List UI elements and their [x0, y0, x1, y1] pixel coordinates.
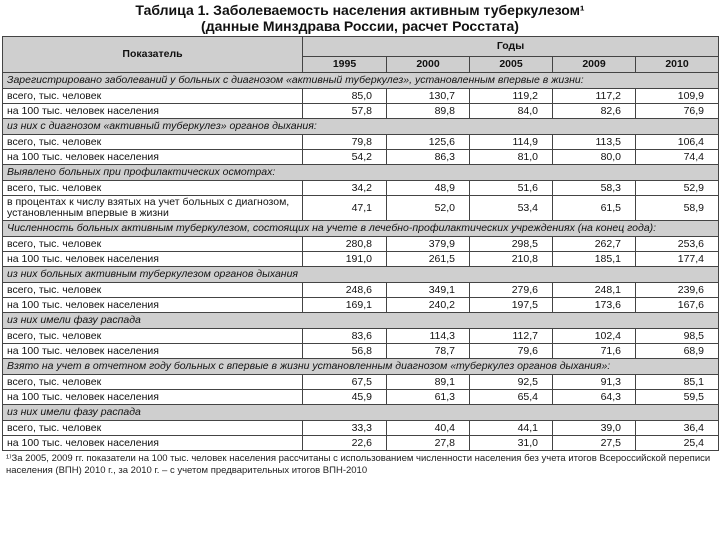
section-title: Взято на учет в отчетном году больных с впервые в жизни установленным диагнозом «туберкулез органов дыхания»: — [3, 359, 719, 375]
value-cell: 39,0 — [553, 421, 636, 436]
table-row — [3, 390, 719, 405]
value-cell: 119,2 — [470, 89, 553, 104]
value-cell: 92,5 — [470, 375, 553, 390]
row-label: на 100 тыс. человек населения — [3, 150, 303, 165]
year-header: 2010 — [636, 57, 719, 73]
value-cell: 54,2 — [303, 150, 387, 165]
value-cell: 125,6 — [387, 135, 470, 150]
value-cell: 34,2 — [303, 181, 387, 196]
value-cell: 61,5 — [553, 196, 636, 221]
table-row — [3, 252, 719, 267]
table-row — [3, 150, 719, 165]
value-cell: 191,0 — [303, 252, 387, 267]
value-cell: 298,5 — [470, 237, 553, 252]
year-header: 2009 — [553, 57, 636, 73]
value-cell: 349,1 — [387, 283, 470, 298]
table-row — [3, 89, 719, 104]
section-header-row — [3, 313, 719, 329]
section-header-row — [3, 405, 719, 421]
value-cell: 89,8 — [387, 104, 470, 119]
value-cell: 248,1 — [553, 283, 636, 298]
table-title — [0, 0, 720, 36]
value-cell: 40,4 — [387, 421, 470, 436]
row-label: на 100 тыс. человек населения — [3, 390, 303, 405]
value-cell: 80,0 — [553, 150, 636, 165]
value-cell: 185,1 — [553, 252, 636, 267]
year-header: 1995 — [303, 57, 387, 73]
value-cell: 56,8 — [303, 344, 387, 359]
section-title: из них с диагнозом «активный туберкулез» органов дыхания: — [3, 119, 719, 135]
value-cell: 109,9 — [636, 89, 719, 104]
value-cell: 33,3 — [303, 421, 387, 436]
row-label: всего, тыс. человек — [3, 89, 303, 104]
value-cell: 51,6 — [470, 181, 553, 196]
value-cell: 59,5 — [636, 390, 719, 405]
value-cell: 58,3 — [553, 181, 636, 196]
value-cell: 36,4 — [636, 421, 719, 436]
table-row — [3, 421, 719, 436]
row-label: в процентах к числу взятых на учет больных с диагнозом, установленным впервые в жизни — [3, 196, 303, 221]
value-cell: 79,6 — [470, 344, 553, 359]
section-header-row — [3, 359, 719, 375]
section-title: из них имели фазу распада — [3, 313, 719, 329]
value-cell: 47,1 — [303, 196, 387, 221]
row-label: всего, тыс. человек — [3, 237, 303, 252]
value-cell: 74,4 — [636, 150, 719, 165]
value-cell: 102,4 — [553, 329, 636, 344]
value-cell: 76,9 — [636, 104, 719, 119]
table-body — [3, 73, 719, 451]
row-label: всего, тыс. человек — [3, 135, 303, 150]
year-header: 2005 — [470, 57, 553, 73]
value-cell: 261,5 — [387, 252, 470, 267]
value-cell: 379,9 — [387, 237, 470, 252]
value-cell: 239,6 — [636, 283, 719, 298]
value-cell: 64,3 — [553, 390, 636, 405]
value-cell: 52,0 — [387, 196, 470, 221]
value-cell: 114,9 — [470, 135, 553, 150]
value-cell: 89,1 — [387, 375, 470, 390]
value-cell: 169,1 — [303, 298, 387, 313]
section-header-row — [3, 267, 719, 283]
value-cell: 85,1 — [636, 375, 719, 390]
table-row — [3, 237, 719, 252]
value-cell: 31,0 — [470, 436, 553, 451]
table-row — [3, 344, 719, 359]
value-cell: 83,6 — [303, 329, 387, 344]
row-label: на 100 тыс. человек населения — [3, 344, 303, 359]
title-line-2: (данные Минздрава России, расчет Росстата) — [201, 18, 519, 34]
value-cell: 113,5 — [553, 135, 636, 150]
value-cell: 98,5 — [636, 329, 719, 344]
value-cell: 117,2 — [553, 89, 636, 104]
value-cell: 240,2 — [387, 298, 470, 313]
row-label: на 100 тыс. человек населения — [3, 436, 303, 451]
footnote: ¹⁾За 2005, 2009 гг. показатели на 100 тыс. человек населения рассчитаны с использованием численности населения без учета итогов Всероссийской переписи населения (ВПН) 2010 г., за 2010 г. – с учетом предварительных итогов ВПН-2010 — [6, 453, 711, 476]
value-cell: 167,6 — [636, 298, 719, 313]
table-row — [3, 436, 719, 451]
section-title: Выявлено больных при профилактических осмотрах: — [3, 165, 719, 181]
section-title: Зарегистрировано заболеваний у больных с диагнозом «активный туберкулез», установленным впервые в жизни: — [3, 73, 719, 89]
value-cell: 44,1 — [470, 421, 553, 436]
value-cell: 253,6 — [636, 237, 719, 252]
section-title: из них больных активным туберкулезом органов дыхания — [3, 267, 719, 283]
value-cell: 68,9 — [636, 344, 719, 359]
value-cell: 71,6 — [553, 344, 636, 359]
row-label: всего, тыс. человек — [3, 181, 303, 196]
row-label: всего, тыс. человек — [3, 283, 303, 298]
value-cell: 279,6 — [470, 283, 553, 298]
section-header-row — [3, 73, 719, 89]
section-header-row — [3, 119, 719, 135]
value-cell: 81,0 — [470, 150, 553, 165]
row-label: всего, тыс. человек — [3, 421, 303, 436]
section-header-row — [3, 221, 719, 237]
value-cell: 85,0 — [303, 89, 387, 104]
value-cell: 25,4 — [636, 436, 719, 451]
value-cell: 210,8 — [470, 252, 553, 267]
value-cell: 45,9 — [303, 390, 387, 405]
table-row — [3, 329, 719, 344]
tuberculosis-table — [2, 36, 719, 451]
value-cell: 57,8 — [303, 104, 387, 119]
value-cell: 65,4 — [470, 390, 553, 405]
table-row — [3, 375, 719, 390]
value-cell: 112,7 — [470, 329, 553, 344]
row-label: всего, тыс. человек — [3, 329, 303, 344]
value-cell: 86,3 — [387, 150, 470, 165]
value-cell: 61,3 — [387, 390, 470, 405]
value-cell: 79,8 — [303, 135, 387, 150]
section-header-row — [3, 165, 719, 181]
value-cell: 197,5 — [470, 298, 553, 313]
value-cell: 22,6 — [303, 436, 387, 451]
value-cell: 52,9 — [636, 181, 719, 196]
years-header: Годы — [303, 37, 719, 57]
year-header: 2000 — [387, 57, 470, 73]
table-row — [3, 283, 719, 298]
table-row — [3, 104, 719, 119]
row-label: всего, тыс. человек — [3, 375, 303, 390]
table-row — [3, 196, 719, 221]
value-cell: 280,8 — [303, 237, 387, 252]
table-row — [3, 135, 719, 150]
section-title: из них имели фазу распада — [3, 405, 719, 421]
value-cell: 106,4 — [636, 135, 719, 150]
row-label: на 100 тыс. человек населения — [3, 252, 303, 267]
title-line-1: Таблица 1. Заболеваемость населения активным туберкулезом¹ — [135, 2, 585, 18]
value-cell: 82,6 — [553, 104, 636, 119]
indicator-header: Показатель — [3, 37, 303, 73]
value-cell: 91,3 — [553, 375, 636, 390]
value-cell: 67,5 — [303, 375, 387, 390]
value-cell: 48,9 — [387, 181, 470, 196]
value-cell: 84,0 — [470, 104, 553, 119]
value-cell: 248,6 — [303, 283, 387, 298]
section-title: Численность больных активным туберкулезом, состоящих на учете в лечебно-профилактических учреждениях (на конец года): — [3, 221, 719, 237]
row-label: на 100 тыс. человек населения — [3, 298, 303, 313]
table-row — [3, 298, 719, 313]
value-cell: 262,7 — [553, 237, 636, 252]
value-cell: 27,8 — [387, 436, 470, 451]
value-cell: 177,4 — [636, 252, 719, 267]
value-cell: 78,7 — [387, 344, 470, 359]
value-cell: 53,4 — [470, 196, 553, 221]
value-cell: 58,9 — [636, 196, 719, 221]
value-cell: 114,3 — [387, 329, 470, 344]
value-cell: 130,7 — [387, 89, 470, 104]
table-row — [3, 181, 719, 196]
value-cell: 173,6 — [553, 298, 636, 313]
row-label: на 100 тыс. человек населения — [3, 104, 303, 119]
value-cell: 27,5 — [553, 436, 636, 451]
